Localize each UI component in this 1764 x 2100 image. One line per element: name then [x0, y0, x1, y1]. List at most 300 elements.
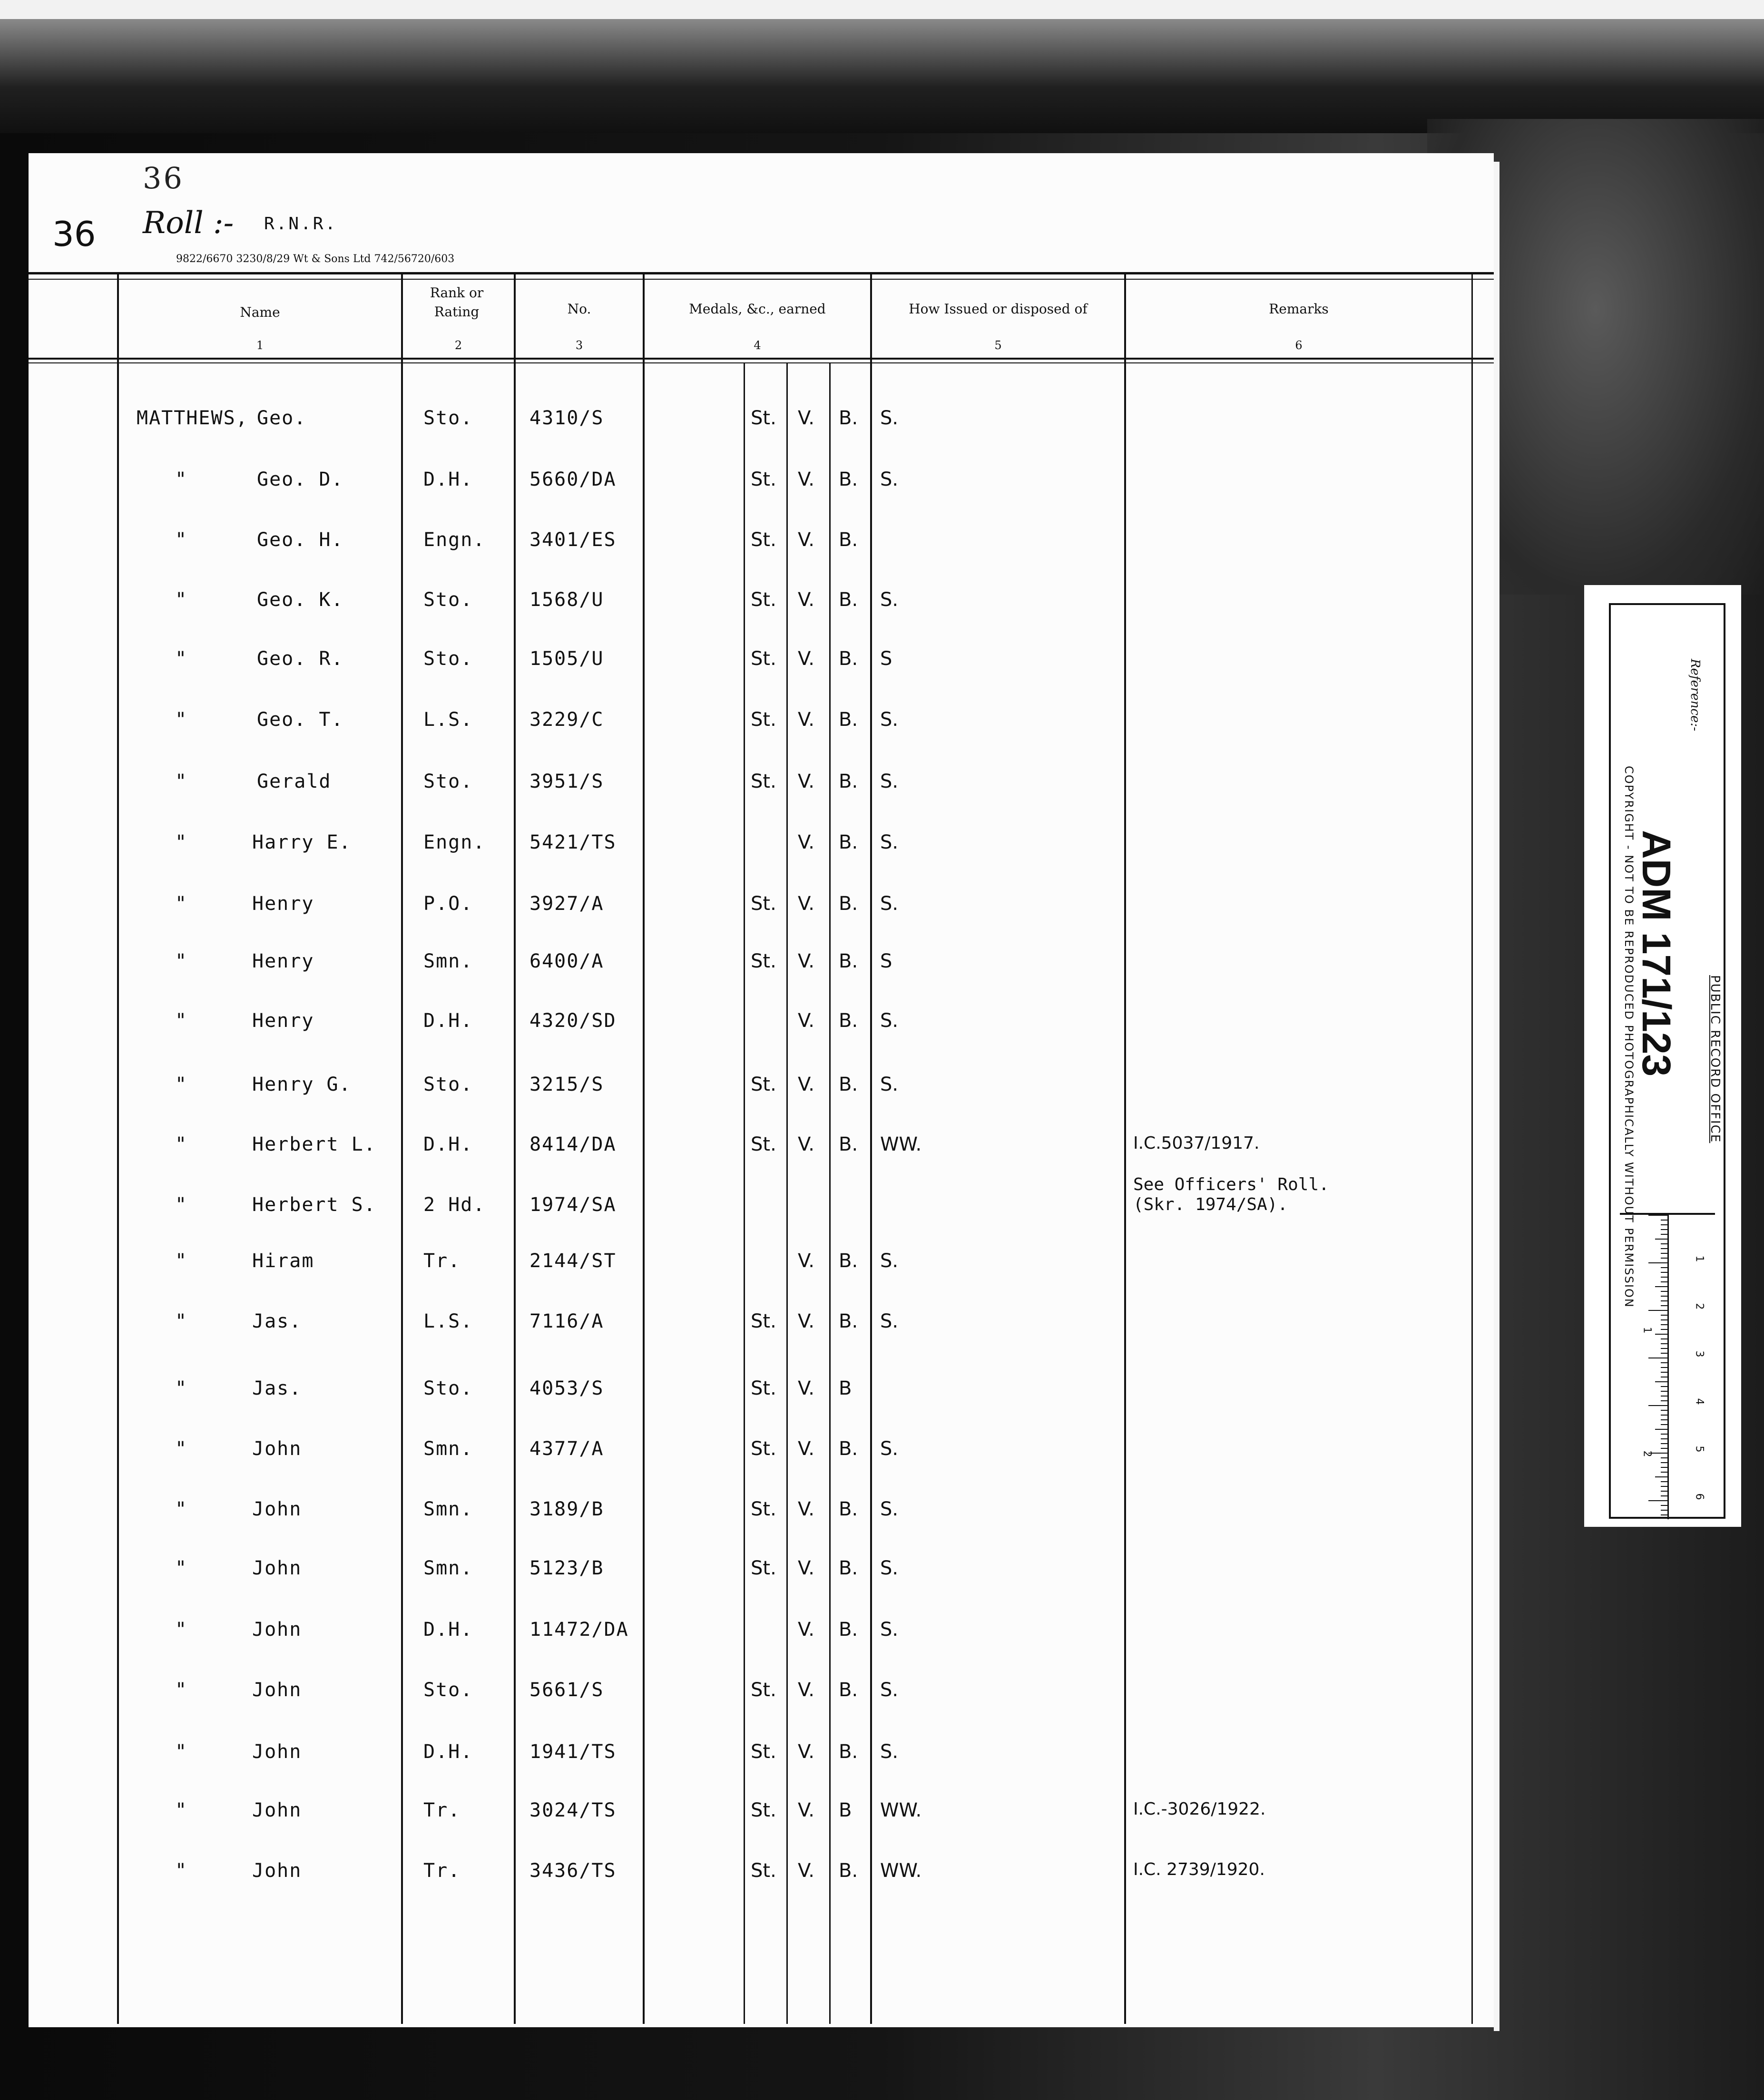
cell-m3: B. — [839, 1310, 858, 1332]
cell-m2: V. — [798, 1310, 814, 1332]
cell-m2: V. — [798, 1377, 814, 1399]
header-no-number: 3 — [575, 339, 583, 352]
ruler-tick — [1655, 1239, 1667, 1240]
folio-number-handwritten: 36 — [52, 214, 96, 254]
ruler-tick — [1661, 1220, 1667, 1221]
header-top-rule-2 — [29, 279, 1494, 280]
header-no: No. — [567, 301, 591, 317]
printer-imprint: 9822/6670 3230/8/29 Wt & Sons Ltd 742/56720/603 — [176, 253, 455, 265]
cell-number: 4320/SD — [529, 1010, 617, 1032]
folio-number-printed: 36 — [143, 161, 184, 195]
cell-number: 4310/S — [529, 407, 604, 429]
cell-issued: S. — [880, 709, 899, 731]
cell-remark: I.C. 2739/1920. — [1133, 1860, 1265, 1879]
cell-rank: Sto. — [423, 407, 473, 429]
cell-m2: V. — [798, 1498, 814, 1520]
ruler-tick — [1648, 1310, 1667, 1311]
cell-forename: Henry — [252, 893, 314, 915]
cell-surname: " — [175, 1619, 188, 1641]
cell-issued: S. — [880, 771, 899, 792]
cell-m1: St. — [751, 407, 776, 429]
cell-number: 8414/DA — [529, 1133, 617, 1155]
cell-forename: Gerald — [257, 771, 332, 792]
table-row — [0, 1619, 1465, 1666]
cell-number: 2144/ST — [529, 1250, 617, 1272]
cell-surname: " — [175, 1498, 188, 1520]
scale-ruler — [1620, 1213, 1715, 1519]
cell-m1: St. — [751, 1498, 776, 1520]
cell-m1: St. — [751, 893, 776, 915]
cell-rank: P.O. — [423, 893, 473, 915]
ruler-tick — [1661, 1443, 1667, 1444]
table-row — [0, 831, 1465, 879]
table-row — [0, 648, 1465, 695]
ruler-tick — [1661, 1486, 1667, 1487]
header-medals: Medals, &c., earned — [689, 301, 826, 317]
cell-m3: B. — [839, 1438, 858, 1460]
cell-rank: Sto. — [423, 648, 473, 670]
cell-m3: B — [839, 1377, 852, 1399]
cell-m3: B. — [839, 1250, 858, 1272]
cell-m3: B. — [839, 648, 858, 670]
cell-m2: V. — [798, 709, 814, 731]
table-row — [0, 1557, 1465, 1605]
header-issued: How Issued or disposed of — [909, 301, 1088, 317]
cell-m2: V. — [798, 1679, 814, 1701]
ruler-tick — [1661, 1305, 1667, 1306]
cell-issued: S. — [880, 1741, 899, 1763]
cell-surname: " — [175, 1010, 188, 1032]
cell-forename: John — [252, 1438, 302, 1460]
ruler-tick — [1655, 1476, 1667, 1477]
ruler-cm-label: 6 — [1693, 1493, 1705, 1500]
cell-surname: " — [175, 1074, 188, 1095]
cell-issued: S. — [880, 589, 899, 611]
cell-m2: V. — [798, 1010, 814, 1032]
table-row — [0, 407, 1465, 455]
table-row — [0, 1250, 1465, 1298]
cell-rank: L.S. — [423, 709, 473, 731]
cell-surname: MATTHEWS, — [137, 407, 248, 429]
ruler-inch-label: 2 — [1641, 1450, 1653, 1457]
cell-number: 5123/B — [529, 1557, 604, 1579]
cell-forename: Geo. K. — [257, 589, 344, 611]
cell-surname: " — [175, 950, 188, 972]
ruler-tick — [1655, 1381, 1667, 1382]
cell-surname: " — [175, 1250, 188, 1272]
cell-surname: " — [175, 1799, 188, 1821]
cell-remark: I.C.-3026/1922. — [1133, 1799, 1266, 1819]
cell-number: 3951/S — [529, 771, 604, 792]
cell-m2: V. — [798, 648, 814, 670]
ruler-tick — [1661, 1467, 1667, 1468]
cell-forename: John — [252, 1557, 302, 1579]
ruler-tick — [1661, 1348, 1667, 1349]
header-issued-number: 5 — [994, 339, 1002, 352]
ruler-tick — [1661, 1272, 1667, 1273]
cell-issued: S. — [880, 1679, 899, 1701]
cell-issued: S. — [880, 1557, 899, 1579]
ruler-tick — [1661, 1300, 1667, 1301]
cell-forename: Harry E. — [252, 831, 352, 853]
ruler-tick — [1661, 1424, 1667, 1425]
cell-rank: L.S. — [423, 1310, 473, 1332]
cell-rank: Smn. — [423, 1557, 473, 1579]
table-row — [0, 1310, 1465, 1358]
cell-surname: " — [175, 831, 188, 853]
cell-number: 5421/TS — [529, 831, 617, 853]
header-bottom-rule — [29, 358, 1494, 360]
ruler-tick — [1661, 1495, 1667, 1496]
header-name: Name — [240, 304, 280, 320]
ruler-tick — [1661, 1258, 1667, 1259]
cell-issued: WW. — [880, 1799, 922, 1821]
cell-surname: " — [175, 1310, 188, 1332]
cell-forename: Geo. T. — [257, 709, 344, 731]
cell-number: 7116/A — [529, 1310, 604, 1332]
cell-surname: " — [175, 1860, 188, 1882]
cell-m1: St. — [751, 1377, 776, 1399]
ruler-tick — [1661, 1419, 1667, 1420]
cell-surname: " — [175, 1133, 188, 1155]
cell-m1: St. — [751, 589, 776, 611]
table-row — [0, 529, 1465, 576]
ruler-tick — [1661, 1234, 1667, 1235]
column-rule-right — [1471, 273, 1473, 2024]
cell-issued: S. — [880, 1250, 899, 1272]
cell-surname: " — [175, 1741, 188, 1763]
cell-surname: " — [175, 1194, 188, 1216]
cell-rank: Sto. — [423, 1679, 473, 1701]
ruler-tick — [1661, 1472, 1667, 1473]
cell-number: 6400/A — [529, 950, 604, 972]
cell-rank: Smn. — [423, 1438, 473, 1460]
ruler-tick — [1655, 1429, 1667, 1430]
ruler-tick — [1661, 1415, 1667, 1416]
cell-remark-continued: (Skr. 1974/SA). — [1133, 1195, 1288, 1214]
cell-m1: St. — [751, 529, 776, 551]
ruler-tick — [1648, 1500, 1667, 1501]
cell-forename: Jas. — [252, 1377, 302, 1399]
ruler-tick — [1661, 1253, 1667, 1254]
scan-top-edge — [0, 0, 1764, 19]
cell-number: 5660/DA — [529, 469, 617, 490]
cell-number: 4377/A — [529, 1438, 604, 1460]
cell-rank: D.H. — [423, 1619, 473, 1641]
cell-remark: I.C.5037/1917. — [1133, 1133, 1260, 1153]
cell-surname: " — [175, 771, 188, 792]
ruler-tick — [1661, 1315, 1667, 1316]
cell-issued: S. — [880, 1438, 899, 1460]
cell-number: 3436/TS — [529, 1860, 617, 1882]
roll-value: R.N.R. — [264, 214, 338, 234]
ruler-tick — [1661, 1367, 1667, 1368]
ruler-tick — [1661, 1353, 1667, 1354]
cell-m3: B. — [839, 771, 858, 792]
cell-issued: S. — [880, 1074, 899, 1095]
cell-m3: B. — [839, 529, 858, 551]
cell-issued: S. — [880, 1010, 899, 1032]
ruler-tick — [1661, 1434, 1667, 1435]
cell-m2: V. — [798, 1557, 814, 1579]
table-row — [0, 1498, 1465, 1546]
ruler-tick — [1661, 1324, 1667, 1325]
table-row — [0, 1175, 1465, 1241]
table-row — [0, 1010, 1465, 1057]
header-bottom-rule-2 — [29, 362, 1494, 363]
ruler-inch-label: 1 — [1641, 1327, 1653, 1334]
cell-rank: D.H. — [423, 1741, 473, 1763]
ruler-cm-label: 1 — [1693, 1255, 1705, 1262]
ruler-tick — [1661, 1514, 1667, 1515]
cell-forename: John — [252, 1799, 302, 1821]
ruler-tick — [1661, 1291, 1667, 1292]
cell-m1: St. — [751, 1133, 776, 1155]
header-remarks-number: 6 — [1295, 339, 1303, 352]
cell-issued: S. — [880, 1619, 899, 1641]
cell-m1: St. — [751, 1074, 776, 1095]
ruler-tick — [1661, 1267, 1667, 1268]
header-rank: Rank or Rating — [430, 285, 484, 320]
ruler-tick — [1648, 1262, 1667, 1263]
cell-m2: V. — [798, 1438, 814, 1460]
table-row — [0, 1741, 1465, 1788]
cell-issued: S. — [880, 893, 899, 915]
ruler-tick — [1661, 1243, 1667, 1244]
ruler-tick — [1661, 1410, 1667, 1411]
cell-m2: V. — [798, 1074, 814, 1095]
cell-surname: " — [175, 1557, 188, 1579]
cell-rank: D.H. — [423, 1010, 473, 1032]
record-office-label: PUBLIC RECORD OFFICE — [1708, 975, 1722, 1143]
cell-forename: Herbert S. — [252, 1194, 376, 1216]
cell-number: 3189/B — [529, 1498, 604, 1520]
header-name-number: 1 — [256, 339, 264, 352]
table-row — [0, 1679, 1465, 1727]
ruler-tick — [1661, 1396, 1667, 1397]
cell-rank: Sto. — [423, 1074, 473, 1095]
cell-m2: V. — [798, 1799, 814, 1821]
cell-m1: St. — [751, 1438, 776, 1460]
cell-m2: V. — [798, 469, 814, 490]
table-row — [0, 950, 1465, 998]
cell-forename: Jas. — [252, 1310, 302, 1332]
ruler-tick — [1661, 1296, 1667, 1297]
cell-m3: B. — [839, 893, 858, 915]
cell-m2: V. — [798, 589, 814, 611]
cell-rank: 2 Hd. — [423, 1194, 486, 1216]
cell-m2: V. — [798, 1741, 814, 1763]
ruler-tick — [1661, 1400, 1667, 1401]
cell-surname: " — [175, 648, 188, 670]
cell-m2: V. — [798, 831, 814, 853]
cell-issued: S. — [880, 1498, 899, 1520]
cell-m1: St. — [751, 1741, 776, 1763]
cell-m1: St. — [751, 469, 776, 490]
ruler-cm-label: 4 — [1693, 1398, 1705, 1405]
header-rank-number: 2 — [454, 339, 462, 352]
ruler-tick — [1648, 1405, 1667, 1406]
cell-m3: B. — [839, 1741, 858, 1763]
cell-rank: Smn. — [423, 1498, 473, 1520]
cell-m2: V. — [798, 950, 814, 972]
cell-issued: S — [880, 648, 892, 670]
cell-number: 3229/C — [529, 709, 604, 731]
ruler-cm-label: 3 — [1693, 1350, 1705, 1358]
cell-m3: B. — [839, 1557, 858, 1579]
cell-m1: St. — [751, 1679, 776, 1701]
cell-issued: WW. — [880, 1860, 922, 1882]
ruler-tick — [1661, 1343, 1667, 1344]
cell-rank: Engn. — [423, 831, 486, 853]
ruler-tick — [1661, 1248, 1667, 1249]
cell-number: 1568/U — [529, 589, 604, 611]
cell-m1: St. — [751, 771, 776, 792]
ruler-cm-label: 2 — [1693, 1303, 1705, 1310]
table-row — [0, 1133, 1465, 1181]
ruler-tick — [1661, 1462, 1667, 1463]
cell-number: 11472/DA — [529, 1619, 629, 1641]
ruler-tick — [1661, 1362, 1667, 1363]
ruler-tick — [1661, 1277, 1667, 1278]
ruler-tick — [1648, 1215, 1667, 1216]
ruler-tick — [1661, 1481, 1667, 1482]
cell-m3: B. — [839, 407, 858, 429]
ruler-tick — [1661, 1319, 1667, 1320]
cell-issued: S. — [880, 407, 899, 429]
cell-m1: St. — [751, 1557, 776, 1579]
cell-m2: V. — [798, 1619, 814, 1641]
reference-label: Reference:- — [1688, 659, 1702, 732]
cell-number: 1505/U — [529, 648, 604, 670]
cell-m1: St. — [751, 709, 776, 731]
cell-m2: V. — [798, 893, 814, 915]
ruler-tick — [1661, 1391, 1667, 1392]
cell-m3: B — [839, 1799, 852, 1821]
cell-number: 3927/A — [529, 893, 604, 915]
cell-m2: V. — [798, 407, 814, 429]
header-medals-number: 4 — [754, 339, 761, 352]
cell-forename: John — [252, 1860, 302, 1882]
header-remarks: Remarks — [1269, 301, 1329, 317]
table-row — [0, 1438, 1465, 1485]
cell-surname: " — [175, 469, 188, 490]
cell-forename: John — [252, 1498, 302, 1520]
table-row — [0, 589, 1465, 636]
cell-m3: B. — [839, 1010, 858, 1032]
cell-m2: V. — [798, 1250, 814, 1272]
page-edge — [1494, 162, 1499, 2031]
cell-m1: St. — [751, 950, 776, 972]
cell-number: 3401/ES — [529, 529, 617, 551]
cell-m1: St. — [751, 1860, 776, 1882]
ruler-cm-label: 5 — [1693, 1446, 1705, 1453]
piece-reference: ADM 171/123 — [1634, 830, 1679, 1077]
cell-issued: S. — [880, 1310, 899, 1332]
cell-m1: St. — [751, 1799, 776, 1821]
cell-number: 1941/TS — [529, 1741, 617, 1763]
cell-number: 1974/SA — [529, 1194, 617, 1216]
ruler-tick — [1661, 1372, 1667, 1373]
cell-issued: S — [880, 950, 892, 972]
table-row — [0, 893, 1465, 940]
ruler-divider — [1667, 1215, 1669, 1519]
cell-forename: Henry G. — [252, 1074, 352, 1095]
cell-rank: Sto. — [423, 1377, 473, 1399]
cell-surname: " — [175, 1679, 188, 1701]
cell-number: 3215/S — [529, 1074, 604, 1095]
ruler-tick — [1661, 1281, 1667, 1282]
cell-surname: " — [175, 589, 188, 611]
header-top-rule — [29, 272, 1494, 274]
ruler-tick — [1661, 1338, 1667, 1339]
cell-surname: " — [175, 893, 188, 915]
cell-issued: S. — [880, 469, 899, 490]
ruler-tick — [1661, 1329, 1667, 1330]
cell-m3: B. — [839, 589, 858, 611]
cell-m2: V. — [798, 771, 814, 792]
cell-m3: B. — [839, 1679, 858, 1701]
cell-m3: B. — [839, 1619, 858, 1641]
table-row — [0, 709, 1465, 756]
cell-m1: St. — [751, 648, 776, 670]
cell-forename: Henry — [252, 950, 314, 972]
cell-rank: Tr. — [423, 1860, 461, 1882]
cell-forename: Herbert L. — [252, 1133, 376, 1155]
ruler-tick — [1661, 1448, 1667, 1449]
cell-m3: B. — [839, 1860, 858, 1882]
ruler-tick — [1661, 1457, 1667, 1458]
cell-number: 5661/S — [529, 1679, 604, 1701]
cell-m3: B. — [839, 1074, 858, 1095]
cell-rank: Sto. — [423, 589, 473, 611]
table-row — [0, 1860, 1465, 1907]
table-row — [0, 469, 1465, 516]
cell-number: 4053/S — [529, 1377, 604, 1399]
cell-rank: D.H. — [423, 1133, 473, 1155]
cell-number: 3024/TS — [529, 1799, 617, 1821]
cell-rank: Tr. — [423, 1250, 461, 1272]
ruler-tick — [1661, 1438, 1667, 1439]
cell-forename: Geo. R. — [257, 648, 344, 670]
table-row — [0, 771, 1465, 818]
cell-remark: See Officers' Roll. — [1133, 1175, 1329, 1194]
cell-m2: V. — [798, 1860, 814, 1882]
cell-forename: Henry — [252, 1010, 314, 1032]
cell-rank: Sto. — [423, 771, 473, 792]
cell-forename: Geo. D. — [257, 469, 344, 490]
roll-label: Roll :- — [143, 205, 234, 241]
copyright-notice: COPYRIGHT - NOT TO BE REPRODUCED PHOTOGRAPHICALLY WITHOUT PERMISSION — [1622, 766, 1636, 1308]
cell-m3: B. — [839, 709, 858, 731]
cell-forename: Hiram — [252, 1250, 314, 1272]
cell-forename: Geo. — [257, 407, 307, 429]
ruler-tick — [1661, 1505, 1667, 1506]
ruler-tick — [1661, 1229, 1667, 1230]
cell-forename: John — [252, 1741, 302, 1763]
cell-rank: Tr. — [423, 1799, 461, 1821]
ruler-tick — [1655, 1286, 1667, 1287]
cell-rank: D.H. — [423, 469, 473, 490]
table-row — [0, 1377, 1465, 1425]
cell-issued: WW. — [880, 1133, 922, 1155]
cell-surname: " — [175, 529, 188, 551]
cell-m3: B. — [839, 469, 858, 490]
ruler-tick — [1661, 1510, 1667, 1511]
cell-surname: " — [175, 709, 188, 731]
cell-forename: Geo. H. — [257, 529, 344, 551]
cell-m3: B. — [839, 831, 858, 853]
